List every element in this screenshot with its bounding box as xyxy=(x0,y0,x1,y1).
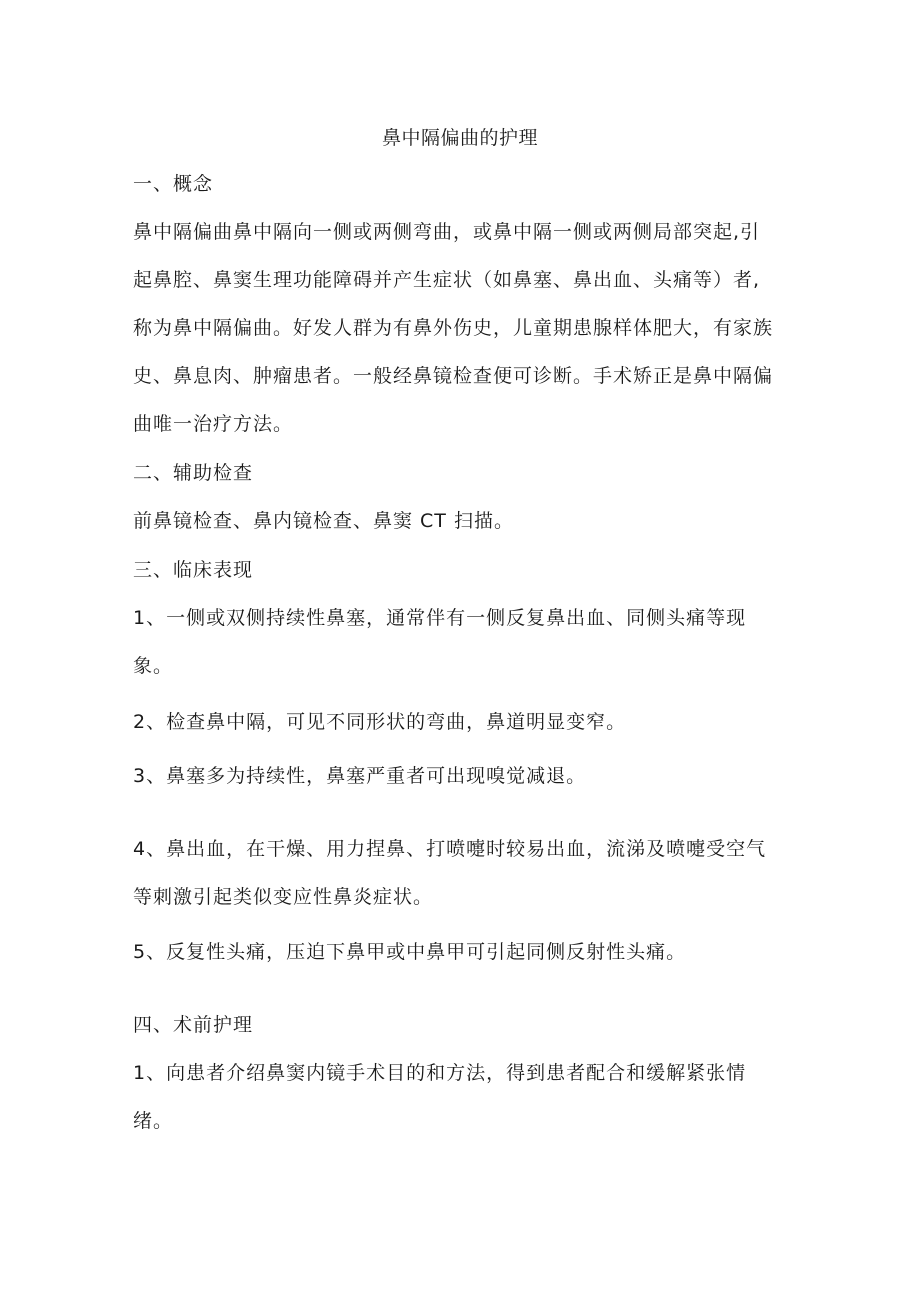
list-item-line: 4、鼻出血，在干燥、用力捏鼻、打喷嚏时较易出血，流涕及喷嚏受空气 xyxy=(133,838,767,860)
paragraph-line: 起鼻腔、鼻窦生理功能障碍并产生症状（如鼻塞、鼻出血、头痛等）者, xyxy=(133,269,761,291)
section-heading-concept: 一、概念 xyxy=(133,173,214,195)
list-item-line: 2、检查鼻中隔，可见不同形状的弯曲，鼻道明显变窄。 xyxy=(133,711,627,733)
section-heading-preop: 四、术前护理 xyxy=(133,1014,254,1036)
list-item-line: 5、反复性头痛，压迫下鼻甲或中鼻甲可引起同侧反射性头痛。 xyxy=(133,941,687,963)
section-heading-exam: 二、辅助检查 xyxy=(133,462,254,484)
list-item-line: 象。 xyxy=(133,655,174,677)
paragraph-line: 称为鼻中隔偏曲。好发人群为有鼻外伤史，儿童期患腺样体肥大，有家族 xyxy=(133,317,774,339)
list-item-line: 绪。 xyxy=(133,1110,174,1132)
section-heading-clinical: 三、临床表现 xyxy=(133,559,254,581)
paragraph-line: 曲唯一治疗方法。 xyxy=(133,413,294,435)
list-item-line: 1、向患者介绍鼻窦内镜手术目的和方法，得到患者配合和缓解紧张情 xyxy=(133,1062,747,1084)
paragraph-line: 鼻中隔偏曲鼻中隔向一侧或两侧弯曲，或鼻中隔一侧或两侧局部突起,引 xyxy=(133,221,761,243)
list-item-line: 1、一侧或双侧持续性鼻塞，通常伴有一侧反复鼻出血、同侧头痛等现 xyxy=(133,607,747,629)
list-item-line: 3、鼻塞多为持续性，鼻塞严重者可出现嗅觉减退。 xyxy=(133,765,587,787)
document-title: 鼻中隔偏曲的护理 xyxy=(381,127,538,149)
paragraph-line: 史、鼻息肉、肿瘤患者。一般经鼻镜检查便可诊断。手术矫正是鼻中隔偏 xyxy=(133,365,774,387)
list-item-line: 等刺激引起类似变应性鼻炎症状。 xyxy=(133,886,434,908)
paragraph-line: 前鼻镜检查、鼻内镜检查、鼻窦 CT 扫描。 xyxy=(133,510,514,532)
